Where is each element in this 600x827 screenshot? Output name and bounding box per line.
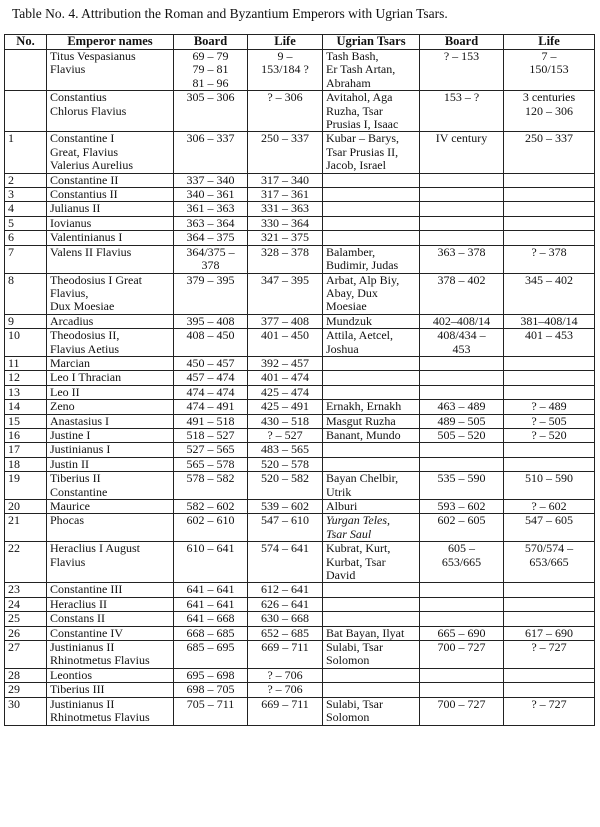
emperor-board: 668 – 685: [174, 626, 248, 640]
emperor-name: Constantine I Great, Flavius Valerius Aurelius: [47, 132, 174, 173]
tsar-life: ? – 378: [504, 245, 595, 273]
emperor-name: Arcadius: [47, 314, 174, 328]
emperor-name: Justine I: [47, 428, 174, 442]
tsar-name: Bat Bayan, Ilyat: [323, 626, 420, 640]
tsar-name: [323, 356, 420, 370]
emperor-name: Justinianus II Rhinotmetus Flavius: [47, 641, 174, 669]
row-number: 5: [5, 216, 47, 230]
table-row: [5, 273, 595, 314]
tsar-name: [323, 188, 420, 202]
emperor-board: 685 – 695: [174, 641, 248, 669]
table-row: [5, 356, 595, 370]
emperor-life: 347 – 395: [248, 273, 323, 314]
emperor-name: Valentinianus I: [47, 231, 174, 245]
emperor-board: 698 – 705: [174, 683, 248, 697]
tsar-life: [504, 371, 595, 385]
emperor-board: 364/375 – 378: [174, 245, 248, 273]
emperor-name: Constantius II: [47, 188, 174, 202]
tsar-board: [420, 612, 504, 626]
tsar-name: [323, 612, 420, 626]
emperor-name: Constantius Chlorus Flavius: [47, 91, 174, 132]
tsar-name: [323, 202, 420, 216]
table-row: [5, 371, 595, 385]
tsar-board: 602 – 605: [420, 514, 504, 542]
emperor-name: Constantine II: [47, 173, 174, 187]
tsar-life: [504, 443, 595, 457]
tsar-life: 381–408/14: [504, 314, 595, 328]
table-row: [5, 428, 595, 442]
emperor-name: Zeno: [47, 400, 174, 414]
emperor-name: Justin II: [47, 457, 174, 471]
emperor-board: 474 – 491: [174, 400, 248, 414]
table-row: [5, 132, 595, 173]
table-row: [5, 626, 595, 640]
row-number: 20: [5, 500, 47, 514]
tsar-board: [420, 668, 504, 682]
table-row: [5, 385, 595, 399]
table-row: [5, 597, 595, 611]
tsar-life: 250 – 337: [504, 132, 595, 173]
row-number: 8: [5, 273, 47, 314]
emperor-life: ? – 527: [248, 428, 323, 442]
tsar-life: [504, 457, 595, 471]
tsar-name: [323, 597, 420, 611]
header-tsar-life: Life: [504, 35, 595, 50]
emperor-board: 457 – 474: [174, 371, 248, 385]
emperor-life: 317 – 361: [248, 188, 323, 202]
emperor-board: 602 – 610: [174, 514, 248, 542]
row-number: 16: [5, 428, 47, 442]
emperor-board: 305 – 306: [174, 91, 248, 132]
tsar-board: [420, 216, 504, 230]
tsar-life: [504, 202, 595, 216]
emperor-life: 520 – 578: [248, 457, 323, 471]
emperor-board: 474 – 474: [174, 385, 248, 399]
emperor-name: Tiberius II Constantine: [47, 472, 174, 500]
tsar-name: Attila, Aetcel, Joshua: [323, 329, 420, 357]
tsar-life: 7 – 150/153: [504, 50, 595, 91]
tsar-name: Tash Bash, Er Tash Artan, Abraham: [323, 50, 420, 91]
tsar-board: 605 – 653/665: [420, 542, 504, 583]
tsar-name: Bayan Chelbir, Utrik: [323, 472, 420, 500]
emperor-board: 364 – 375: [174, 231, 248, 245]
emperor-life: ? – 706: [248, 683, 323, 697]
table-row: [5, 697, 595, 725]
tsar-name: [323, 683, 420, 697]
tsar-board: [420, 202, 504, 216]
tsar-life: 547 – 605: [504, 514, 595, 542]
emperor-name: Leo I Thracian: [47, 371, 174, 385]
row-number: 26: [5, 626, 47, 640]
tsar-board: 489 – 505: [420, 414, 504, 428]
row-number: 27: [5, 641, 47, 669]
emperor-board: 641 – 641: [174, 597, 248, 611]
emperor-board: 395 – 408: [174, 314, 248, 328]
emperor-board: 69 – 79 79 – 81 81 – 96: [174, 50, 248, 91]
tsar-name: Mundzuk: [323, 314, 420, 328]
emperor-name: Justinianus II Rhinotmetus Flavius: [47, 697, 174, 725]
tsar-name: [323, 216, 420, 230]
header-emperor-names: Emperor names: [47, 35, 174, 50]
tsar-life: [504, 668, 595, 682]
emperor-life: 328 – 378: [248, 245, 323, 273]
emperors-table: [4, 34, 595, 726]
emperor-life: 669 – 711: [248, 697, 323, 725]
emperor-name: Heraclius II: [47, 597, 174, 611]
tsar-board: [420, 583, 504, 597]
table-row: [5, 245, 595, 273]
emperor-life: ? – 706: [248, 668, 323, 682]
tsar-life: [504, 385, 595, 399]
emperor-life: 539 – 602: [248, 500, 323, 514]
row-number: 22: [5, 542, 47, 583]
tsar-life: ? – 727: [504, 641, 595, 669]
table-row: [5, 542, 595, 583]
tsar-board: 463 – 489: [420, 400, 504, 414]
emperor-board: 408 – 450: [174, 329, 248, 357]
row-number: 24: [5, 597, 47, 611]
tsar-board: [420, 356, 504, 370]
emperor-life: 9 – 153/184 ?: [248, 50, 323, 91]
row-number: 19: [5, 472, 47, 500]
emperor-name: Anastasius I: [47, 414, 174, 428]
emperor-life: 331 – 363: [248, 202, 323, 216]
emperor-life: 401 – 474: [248, 371, 323, 385]
table-row: [5, 400, 595, 414]
tsar-board: [420, 683, 504, 697]
emperor-name: Leo II: [47, 385, 174, 399]
tsar-name: Kubar – Barys, Tsar Prusias II, Jacob, Israel: [323, 132, 420, 173]
emperor-name: Julianus II: [47, 202, 174, 216]
tsar-board: [420, 371, 504, 385]
tsar-name: Alburi: [323, 500, 420, 514]
emperor-life: 425 – 491: [248, 400, 323, 414]
emperor-name: Justinianus I: [47, 443, 174, 457]
emperor-name: Titus Vespasianus Flavius: [47, 50, 174, 91]
emperor-name: Constans II: [47, 612, 174, 626]
row-number: 15: [5, 414, 47, 428]
tsar-name: Ernakh, Ernakh: [323, 400, 420, 414]
emperor-life: 612 – 641: [248, 583, 323, 597]
emperor-life: ? – 306: [248, 91, 323, 132]
table-row: [5, 443, 595, 457]
row-number: 9: [5, 314, 47, 328]
emperor-name: Valens II Flavius: [47, 245, 174, 273]
emperor-life: 483 – 565: [248, 443, 323, 457]
table-row: [5, 414, 595, 428]
row-number: 3: [5, 188, 47, 202]
row-number: 28: [5, 668, 47, 682]
emperor-name: Theodosius II, Flavius Aetius: [47, 329, 174, 357]
row-number: 23: [5, 583, 47, 597]
row-number: 7: [5, 245, 47, 273]
emperor-board: 337 – 340: [174, 173, 248, 187]
emperor-board: 518 – 527: [174, 428, 248, 442]
table-row: [5, 612, 595, 626]
tsar-life: ? – 602: [504, 500, 595, 514]
emperor-life: 321 – 375: [248, 231, 323, 245]
tsar-life: 3 centuries 120 – 306: [504, 91, 595, 132]
tsar-name: [323, 583, 420, 597]
table-row: [5, 583, 595, 597]
emperor-board: 340 – 361: [174, 188, 248, 202]
emperor-board: 610 – 641: [174, 542, 248, 583]
emperor-board: 695 – 698: [174, 668, 248, 682]
tsar-life: ? – 505: [504, 414, 595, 428]
tsar-life: 570/574 – 653/665: [504, 542, 595, 583]
emperor-name: Phocas: [47, 514, 174, 542]
tsar-life: ? – 520: [504, 428, 595, 442]
emperor-board: 641 – 641: [174, 583, 248, 597]
table-row: [5, 50, 595, 91]
tsar-board: 402–408/14: [420, 314, 504, 328]
emperor-board: 582 – 602: [174, 500, 248, 514]
table-row: [5, 500, 595, 514]
emperor-life: 425 – 474: [248, 385, 323, 399]
tsar-name: Balamber, Budimir, Judas: [323, 245, 420, 273]
tsar-life: [504, 597, 595, 611]
table-row: [5, 91, 595, 132]
tsar-life: [504, 683, 595, 697]
tsar-board: 665 – 690: [420, 626, 504, 640]
tsar-name: Sulabi, Tsar Solomon: [323, 697, 420, 725]
tsar-board: 593 – 602: [420, 500, 504, 514]
emperor-board: 306 – 337: [174, 132, 248, 173]
header-board: Board: [174, 35, 248, 50]
emperor-board: 361 – 363: [174, 202, 248, 216]
tsar-name: [323, 371, 420, 385]
emperor-life: 547 – 610: [248, 514, 323, 542]
tsar-board: [420, 443, 504, 457]
table-row: [5, 457, 595, 471]
tsar-life: 617 – 690: [504, 626, 595, 640]
row-number: 25: [5, 612, 47, 626]
emperor-board: 565 – 578: [174, 457, 248, 471]
header-row: [5, 35, 595, 50]
table-row: [5, 472, 595, 500]
tsar-board: 535 – 590: [420, 472, 504, 500]
header-life: Life: [248, 35, 323, 50]
table-row: [5, 314, 595, 328]
emperor-name: Leontios: [47, 668, 174, 682]
row-number: 29: [5, 683, 47, 697]
emperor-life: 430 – 518: [248, 414, 323, 428]
tsar-board: 153 – ?: [420, 91, 504, 132]
tsar-life: ? – 727: [504, 697, 595, 725]
table-row: [5, 231, 595, 245]
tsar-name: Masgut Ruzha: [323, 414, 420, 428]
tsar-life: [504, 216, 595, 230]
row-number: 14: [5, 400, 47, 414]
header-tsar-board: Board: [420, 35, 504, 50]
tsar-board: IV century: [420, 132, 504, 173]
emperor-board: 641 – 668: [174, 612, 248, 626]
table-row: [5, 188, 595, 202]
tsar-name: Avitahol, Aga Ruzha, Tsar Prusias I, Isaac: [323, 91, 420, 132]
row-number: 4: [5, 202, 47, 216]
tsar-board: [420, 457, 504, 471]
emperor-life: 330 – 364: [248, 216, 323, 230]
tsar-board: [420, 231, 504, 245]
emperor-name: Tiberius III: [47, 683, 174, 697]
tsar-board: 700 – 727: [420, 641, 504, 669]
tsar-name: Kubrat, Kurt, Kurbat, Tsar David: [323, 542, 420, 583]
row-number: 21: [5, 514, 47, 542]
emperor-board: 379 – 395: [174, 273, 248, 314]
emperor-name: Constantine IV: [47, 626, 174, 640]
tsar-life: [504, 231, 595, 245]
table-row: [5, 683, 595, 697]
tsar-name: [323, 668, 420, 682]
tsar-life: 345 – 402: [504, 273, 595, 314]
emperor-life: 626 – 641: [248, 597, 323, 611]
row-number: 30: [5, 697, 47, 725]
row-number: 1: [5, 132, 47, 173]
emperor-life: 317 – 340: [248, 173, 323, 187]
tsar-life: [504, 188, 595, 202]
row-number: 13: [5, 385, 47, 399]
table-row: [5, 329, 595, 357]
table-row: [5, 668, 595, 682]
row-number: [5, 91, 47, 132]
table-caption: Table No. 4. Attribution the Roman and Byzantium Emperors with Ugrian Tsars.: [12, 6, 448, 21]
emperor-name: Iovianus: [47, 216, 174, 230]
tsar-board: [420, 385, 504, 399]
tsar-name: [323, 457, 420, 471]
tsar-board: 700 – 727: [420, 697, 504, 725]
emperor-name: Constantine III: [47, 583, 174, 597]
tsar-life: [504, 356, 595, 370]
tsar-board: [420, 188, 504, 202]
tsar-name: Yurgan Teles, Tsar Saul: [323, 514, 420, 542]
emperor-board: 527 – 565: [174, 443, 248, 457]
tsar-life: [504, 612, 595, 626]
tsar-board: 408/434 – 453: [420, 329, 504, 357]
table-row: [5, 216, 595, 230]
emperor-board: 363 – 364: [174, 216, 248, 230]
emperor-life: 630 – 668: [248, 612, 323, 626]
tsar-name: [323, 443, 420, 457]
table-row: [5, 641, 595, 669]
emperor-life: 574 – 641: [248, 542, 323, 583]
table-body: [5, 50, 595, 726]
emperor-board: 705 – 711: [174, 697, 248, 725]
tsar-life: 401 – 453: [504, 329, 595, 357]
table-row: [5, 173, 595, 187]
tsar-name: [323, 231, 420, 245]
tsar-name: Sulabi, Tsar Solomon: [323, 641, 420, 669]
row-number: 10: [5, 329, 47, 357]
row-number: 6: [5, 231, 47, 245]
row-number: 2: [5, 173, 47, 187]
emperor-name: Heraclius I August Flavius: [47, 542, 174, 583]
row-number: 18: [5, 457, 47, 471]
tsar-life: [504, 583, 595, 597]
emperor-name: Maurice: [47, 500, 174, 514]
tsar-name: [323, 173, 420, 187]
row-number: 11: [5, 356, 47, 370]
tsar-name: Arbat, Alp Biy, Abay, Dux Moesiae: [323, 273, 420, 314]
emperor-life: 250 – 337: [248, 132, 323, 173]
header-ugrian-tsars: Ugrian Tsars: [323, 35, 420, 50]
emperor-board: 450 – 457: [174, 356, 248, 370]
emperor-life: 669 – 711: [248, 641, 323, 669]
tsar-board: 505 – 520: [420, 428, 504, 442]
table-row: [5, 514, 595, 542]
row-number: 12: [5, 371, 47, 385]
tsar-board: ? – 153: [420, 50, 504, 91]
emperor-name: Marcian: [47, 356, 174, 370]
emperor-life: 520 – 582: [248, 472, 323, 500]
tsar-life: ? – 489: [504, 400, 595, 414]
emperor-life: 652 – 685: [248, 626, 323, 640]
emperor-board: 491 – 518: [174, 414, 248, 428]
tsar-name: [323, 385, 420, 399]
emperor-life: 377 – 408: [248, 314, 323, 328]
emperor-name: Theodosius I Great Flavius, Dux Moesiae: [47, 273, 174, 314]
emperor-life: 392 – 457: [248, 356, 323, 370]
header-no: No.: [5, 35, 47, 50]
tsar-board: 363 – 378: [420, 245, 504, 273]
tsar-board: [420, 173, 504, 187]
emperor-board: 578 – 582: [174, 472, 248, 500]
tsar-name: Banant, Mundo: [323, 428, 420, 442]
tsar-board: 378 – 402: [420, 273, 504, 314]
table-row: [5, 202, 595, 216]
row-number: 17: [5, 443, 47, 457]
tsar-life: 510 – 590: [504, 472, 595, 500]
tsar-life: [504, 173, 595, 187]
row-number: [5, 50, 47, 91]
tsar-board: [420, 597, 504, 611]
emperor-life: 401 – 450: [248, 329, 323, 357]
